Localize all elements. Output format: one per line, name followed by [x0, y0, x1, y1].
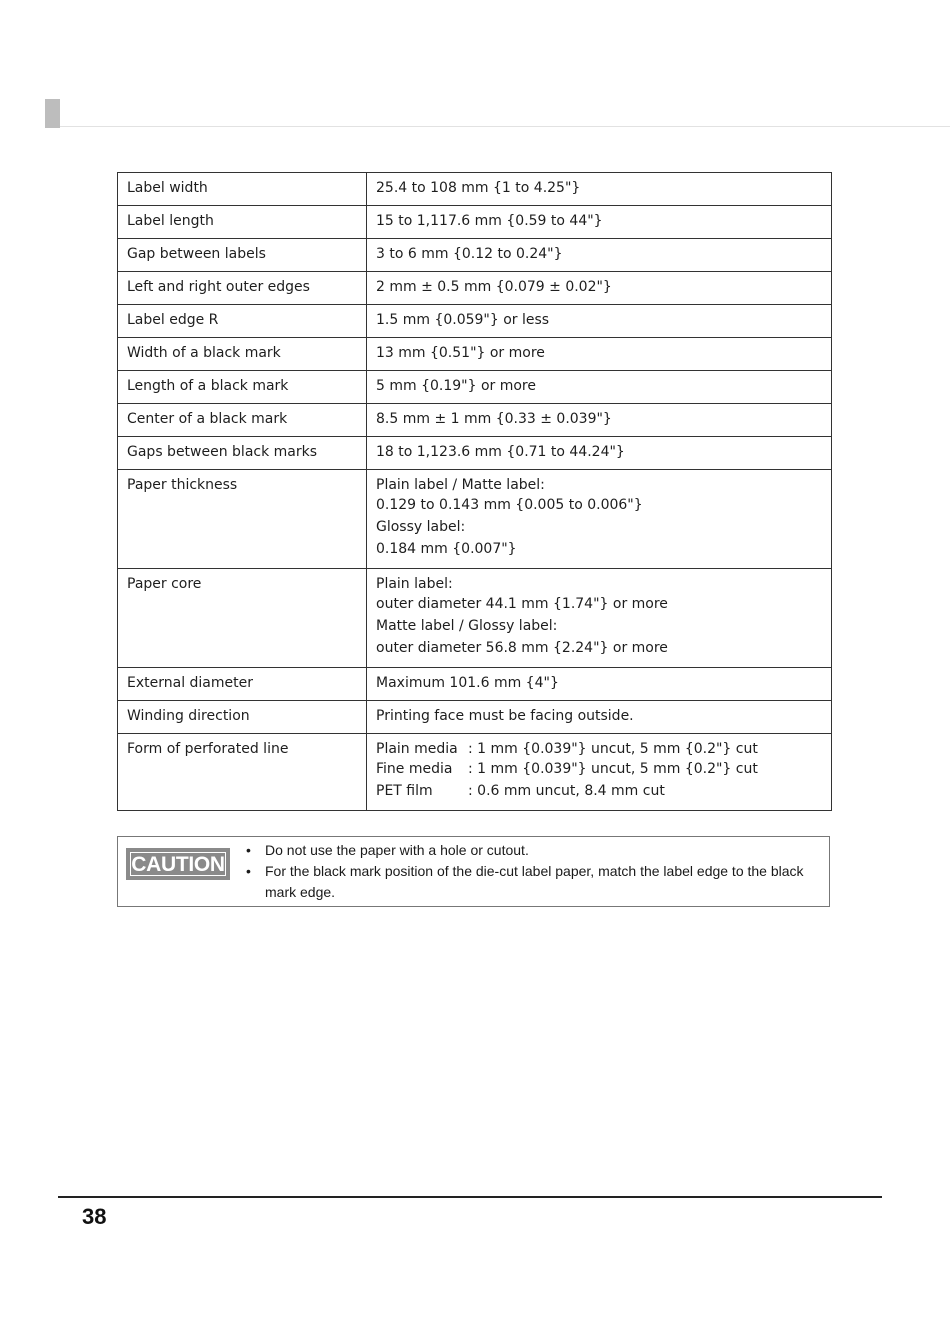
spec-label: Label length — [118, 206, 367, 239]
spec-value: 18 to 1,123.6 mm {0.71 to 44.24"} — [367, 437, 832, 470]
spec-value — [367, 470, 832, 569]
caution-text: Do not use the paper with a hole or cutout. — [265, 842, 529, 858]
header-tab-marker — [45, 99, 60, 128]
spec-label: Length of a black mark — [118, 371, 367, 404]
spec-value — [367, 734, 832, 811]
caution-box — [117, 836, 830, 907]
spec-label: Paper thickness — [118, 470, 367, 569]
perforation-row — [376, 757, 822, 781]
table-row — [118, 239, 832, 272]
spec-label: Form of perforated line — [118, 734, 367, 811]
perforation-row — [376, 779, 822, 803]
page-number: 38 — [82, 1204, 107, 1229]
spec-label: Gap between labels — [118, 239, 367, 272]
caution-item — [246, 840, 826, 861]
table-row — [118, 305, 832, 338]
table-row — [118, 437, 832, 470]
bullet-icon: • — [246, 842, 251, 858]
spec-value: 25.4 to 108 mm {1 to 4.25"} — [367, 173, 832, 206]
table-row — [118, 734, 832, 811]
table-row — [118, 371, 832, 404]
table-row — [118, 668, 832, 701]
spec-value: 3 to 6 mm {0.12 to 0.24"} — [367, 239, 832, 272]
value-line: outer diameter 56.8 mm {2.24"} or more — [376, 640, 668, 656]
table-row — [118, 173, 832, 206]
table-row — [118, 338, 832, 371]
spec-value: 13 mm {0.51"} or more — [367, 338, 832, 371]
value-line: 0.184 mm {0.007"} — [376, 541, 517, 557]
spec-value: 1.5 mm {0.059"} or less — [367, 305, 832, 338]
spec-label: Width of a black mark — [118, 338, 367, 371]
perforation-row — [376, 739, 822, 759]
table-row — [118, 206, 832, 239]
spec-label: Center of a black mark — [118, 404, 367, 437]
table-row — [118, 404, 832, 437]
caution-label: CAUTION — [131, 853, 225, 876]
spec-value: 15 to 1,117.6 mm {0.59 to 44"} — [367, 206, 832, 239]
spec-label: Label edge R — [118, 305, 367, 338]
spec-label: Gaps between black marks — [118, 437, 367, 470]
spec-value: Printing face must be facing outside. — [367, 701, 832, 734]
perforation-value: : 0.6 mm uncut, 8.4 mm cut — [468, 783, 665, 799]
value-line: outer diameter 44.1 mm {1.74"} or more — [376, 596, 668, 612]
media-type: Plain media — [376, 741, 458, 757]
value-line: Glossy label: — [376, 519, 466, 535]
table-row — [118, 701, 832, 734]
spec-label: Winding direction — [118, 701, 367, 734]
bullet-icon: • — [246, 863, 251, 879]
spec-label: Paper core — [118, 569, 367, 668]
value-line: Plain label: — [376, 576, 453, 592]
spec-value: 8.5 mm ± 1 mm {0.33 ± 0.039"} — [367, 404, 832, 437]
header-rule — [60, 126, 950, 127]
spec-table-body — [118, 173, 832, 811]
paper-spec-table — [117, 172, 832, 811]
spec-value: 2 mm ± 0.5 mm {0.079 ± 0.02"} — [367, 272, 832, 305]
media-type: Fine media — [376, 761, 453, 777]
spec-value — [367, 569, 832, 668]
caution-text: For the black mark position of the die-cut label paper, match the label edge to the black mark edge. — [265, 863, 804, 900]
spec-label: Left and right outer edges — [118, 272, 367, 305]
caution-badge — [126, 848, 230, 880]
table-row — [118, 470, 832, 569]
spec-value: Maximum 101.6 mm {4"} — [367, 668, 832, 701]
value-line: 0.129 to 0.143 mm {0.005 to 0.006"} — [376, 497, 643, 513]
spec-value: 5 mm {0.19"} or more — [367, 371, 832, 404]
perforation-value: : 1 mm {0.039"} uncut, 5 mm {0.2"} cut — [468, 761, 758, 777]
caution-item — [246, 861, 826, 903]
table-row — [118, 569, 832, 668]
caution-list — [246, 840, 826, 903]
footer-rule — [58, 1196, 882, 1198]
value-line: Plain label / Matte label: — [376, 477, 545, 493]
spec-label: External diameter — [118, 668, 367, 701]
value-line: Matte label / Glossy label: — [376, 618, 558, 634]
perforation-value: : 1 mm {0.039"} uncut, 5 mm {0.2"} cut — [468, 741, 758, 757]
media-type: PET film — [376, 783, 433, 799]
table-row — [118, 272, 832, 305]
spec-label: Label width — [118, 173, 367, 206]
